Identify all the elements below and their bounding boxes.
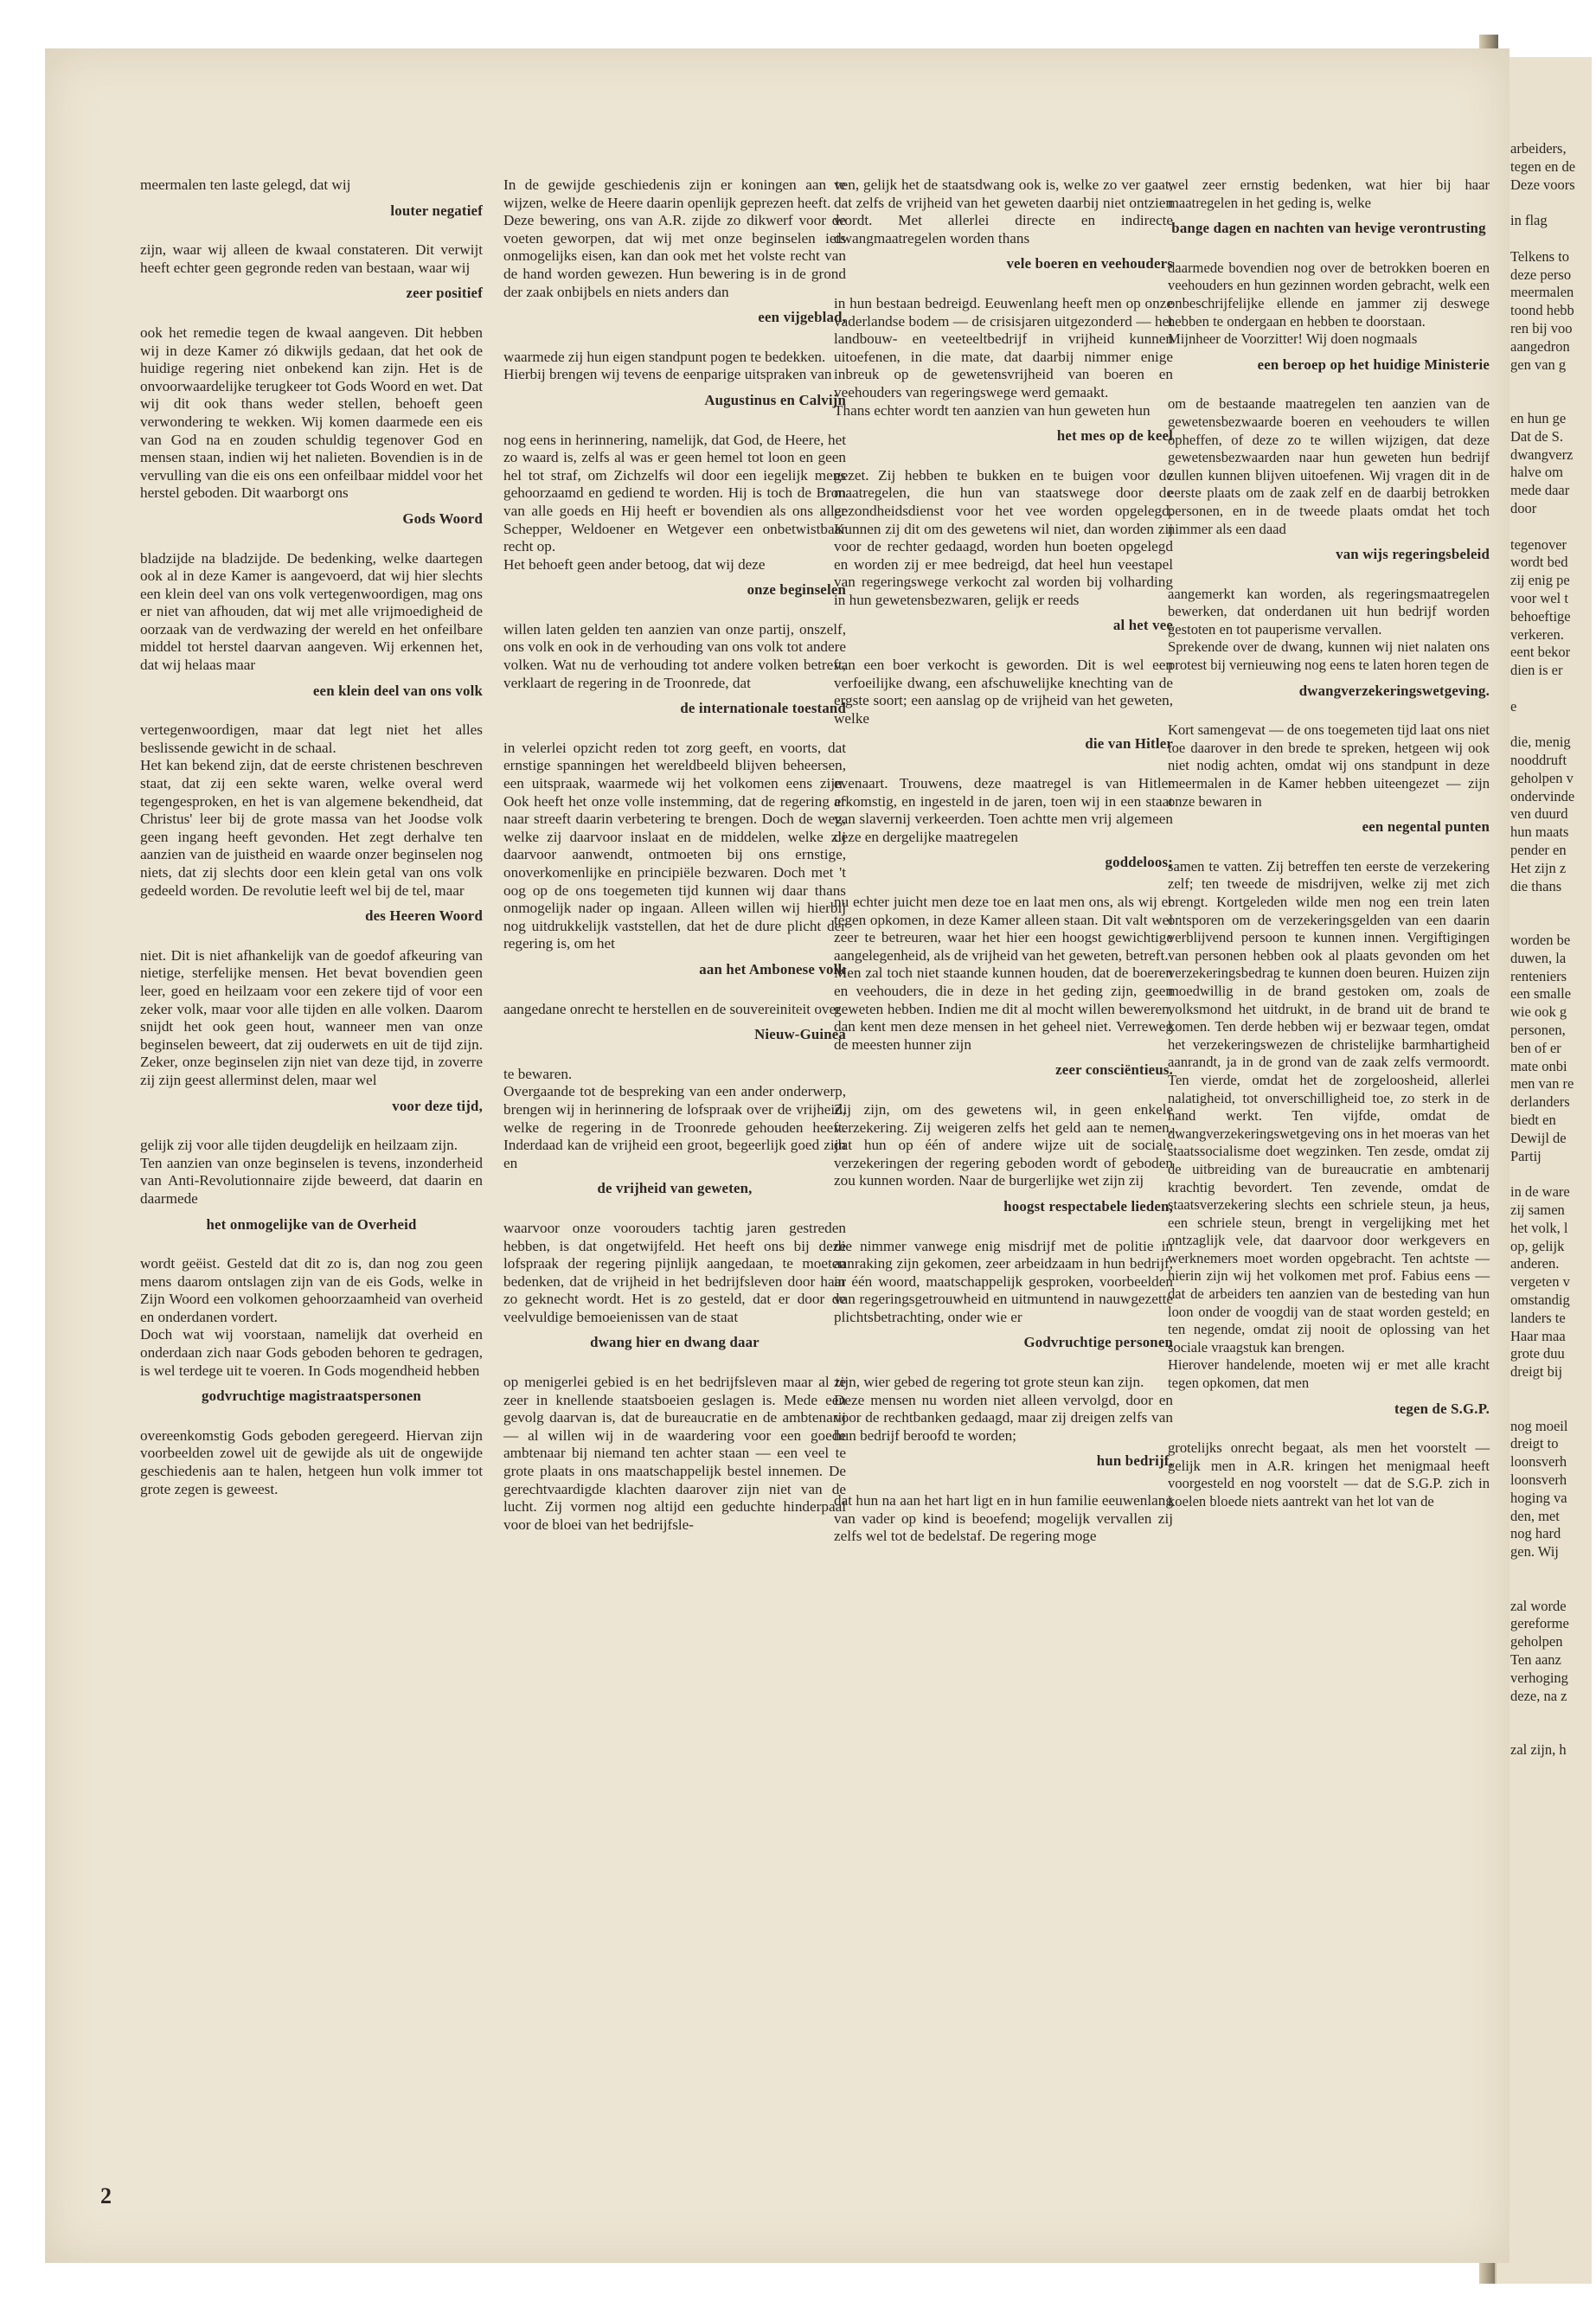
subheading: bange dagen en nachten van hevige verontrusting bbox=[1171, 220, 1486, 237]
fragment-line: mede daar bbox=[1510, 482, 1570, 499]
fragment-line bbox=[1510, 1165, 1592, 1183]
fragment-line: op, gelijk bbox=[1510, 1237, 1565, 1254]
fragment-line bbox=[1510, 230, 1592, 248]
subheading: Godvruchtige personen bbox=[1023, 1334, 1173, 1351]
paragraph: Hierbij brengen wij tevens de eenparige uitspraken van bbox=[503, 366, 832, 383]
fragment-line: biedt en bbox=[1510, 1112, 1556, 1129]
paragraph: Men zal toch niet staande kunnen houden, dat de boeren en veehouders, die in deze in het geding zijn, geen geweten hebben. Indien me dit al mocht willen beweren, dan kent men deze mensen in het geheel niet. Verreweg de meesten hunner zijn bbox=[834, 965, 1173, 1053]
subheading: Gods Woord bbox=[402, 510, 483, 527]
fragment-line: een smalle bbox=[1510, 985, 1572, 1003]
fragment-line: gen van g bbox=[1510, 356, 1567, 373]
fragment-line: Het zijn z bbox=[1510, 859, 1567, 876]
fragment-line: zal zijn, h bbox=[1510, 1740, 1567, 1758]
paragraph: vertegenwoordigen, maar dat legt niet het alles beslissende gewicht in de schaal. bbox=[140, 721, 483, 756]
fragment-line: halve om bbox=[1510, 464, 1563, 481]
text-column-1 bbox=[140, 176, 483, 1498]
fragment-line bbox=[1510, 1400, 1592, 1418]
fragment-line: duwen, la bbox=[1510, 949, 1567, 966]
subheading: dwang hier en dwang daar bbox=[590, 1334, 760, 1351]
subheading: des Heeren Woord bbox=[365, 907, 483, 925]
fragment-line: tegenover bbox=[1510, 535, 1567, 553]
fragment-line: zij samen bbox=[1510, 1202, 1565, 1219]
subheading: voor deze tijd, bbox=[392, 1097, 483, 1114]
fragment-line bbox=[1510, 1705, 1592, 1723]
fragment-line: eent bekor bbox=[1510, 644, 1571, 661]
fragment-line: die thans bbox=[1510, 877, 1562, 894]
fragment-line: gen. Wij bbox=[1510, 1543, 1559, 1561]
fragment-line: nog moeil bbox=[1510, 1417, 1568, 1434]
paragraph: nu echter juicht men deze toe en laat men ons, als wij er tegen opkomen, in deze Kamer alleen staan. Dit valt wel zeer te betreuren, waar het hier een hoogst gewichtige aangelegenheid, als de vrijheid van het geweten, betreft. bbox=[834, 894, 1173, 964]
subheading: van wijs regeringsbeleid bbox=[1336, 546, 1490, 563]
fragment-line: zij enig pe bbox=[1510, 572, 1570, 589]
paragraph: daarmede bovendien nog over de betrokken boeren en veehouders en hun gezinnen worden gebracht, welk een onbeschrijfelijke ellende en jammer zij deswege hebben te ondergaan en hebben te doorstaan. bbox=[1168, 259, 1490, 330]
fragment-line bbox=[1510, 194, 1592, 212]
fragment-line: het volk, l bbox=[1510, 1219, 1568, 1236]
fragment-line: ven duurd bbox=[1510, 805, 1568, 823]
fragment-line: in de ware bbox=[1510, 1183, 1570, 1201]
fragment-line: verhoging bbox=[1510, 1669, 1568, 1686]
fragment-line: hoging va bbox=[1510, 1489, 1567, 1506]
fragment-line: pender en bbox=[1510, 842, 1567, 859]
paragraph: Mijnheer de Voorzitter! Wij doen nogmaals bbox=[1168, 330, 1418, 348]
paragraph: Sprekende over de dwang, kunnen wij niet nalaten ons protest bij vernieuwing nog eens te laten horen tegen de bbox=[1168, 638, 1490, 674]
fragment-line: vergeten v bbox=[1510, 1273, 1570, 1291]
fragment-line: dreigt bij bbox=[1510, 1363, 1563, 1381]
paragraph: Deze mensen nu worden niet alleen vervolgd, door en voor de rechtbanken gedaagd, maar zij dreigen zelfs van hun bedrijf beroofd te worden; bbox=[834, 1391, 1173, 1444]
paragraph: dat hun na aan het hart ligt en in hun familie eeuwenlang van vader op kind is beoefend; mogelijk vervallen zij zelfs wel tot de bedelstaf. De regering moge bbox=[834, 1492, 1173, 1545]
fragment-line bbox=[1510, 895, 1592, 913]
paragraph: aangemerkt kan worden, als regeringsmaatregelen bewerken, dat onderdanen uit hun bedrijf worden gestoten en tot pauperisme vervallen. bbox=[1168, 585, 1490, 638]
fragment-line: wordt bed bbox=[1510, 554, 1568, 571]
paragraph: gezet. Zij hebben te bukken en te buigen voor de maatregelen, die hun van staatswege door de gezondheidsdienst voor het vee worden opgelegd. Kunnen zij dit om des gewetens wil niet, dan worden zij voor de rechter gedaagd, worden hun boeten opgelegd en worden zij er mee bedreigd, dat heel hun veestapel van regeringswege verkocht zal worden bij volharding in hun gewetensbezwaren, gelijk er reeds bbox=[834, 466, 1173, 608]
fragment-line: nog hard bbox=[1510, 1525, 1561, 1542]
paragraph: gelijk zij voor alle tijden deugdelijk en heilzaam zijn. bbox=[140, 1137, 458, 1154]
paragraph: In de gewijde geschiedenis zijn er koningen aan te wijzen, welke de Heere daarin openlijk geprezen heeft. bbox=[503, 176, 846, 211]
fragment-line: arbeiders, bbox=[1510, 140, 1567, 157]
paragraph: om de bestaande maatregelen ten aanzien van de gewetensbezwaarde boeren en veehouders te willen opheffen, of deze zo te willen wijzigen, dat deze gewetensbezwaarden naar hun geweten hun bedrijf zullen kunnen blijven uitoefenen. Wij vragen dit in de eerste plaats om de zaak zelf en de daarbij betrokken personen, en in de tweede plaats omdat het toch nimmer als een daad bbox=[1168, 395, 1490, 537]
fragment-line: e bbox=[1510, 697, 1517, 715]
fragment-line: ondervinde bbox=[1510, 787, 1575, 804]
paragraph: Hierover handelende, moeten wij er met alle kracht tegen opkomen, dat men bbox=[1168, 1356, 1490, 1392]
paragraph: op menigerlei gebied is en het bedrijfsleven maar al te zeer in knellende staatsboeien geslagen is. Mede een gevolg daarvan is, dat de bureaucratie en de ambtenarij — al willen wij in de waardering voor een goede ambtenaar bij niemand ten achter staan — een veel te grote plaats in ons maatschappelijk bestel innemen. De gerechtvaardigde klachten daarover zijn niet van de lucht. Zij vormen nog altijd een geduchte hinderpaal voor de bloei van het bedrijfsle- bbox=[503, 1374, 846, 1533]
fragment-line: gereforme bbox=[1510, 1615, 1569, 1632]
subheading: de internationale toestand bbox=[680, 700, 846, 717]
paragraph: wordt geëist. Gesteld dat dit zo is, dan nog zou geen mens daarom ontslagen zijn van de eis Gods, welke in Zijn Woord een volkomen gehoorzaamheid van overheid en onderdanen vordert. bbox=[140, 1255, 483, 1325]
fragment-line: aangedron bbox=[1510, 337, 1570, 355]
fragment-line: dreigt to bbox=[1510, 1435, 1559, 1452]
fragment-line: wie ook g bbox=[1510, 1003, 1567, 1021]
fragment-line: hun maats bbox=[1510, 824, 1569, 841]
fragment-line: geholpen bbox=[1510, 1633, 1563, 1650]
fragment-line: Haar maa bbox=[1510, 1327, 1566, 1344]
paragraph: niet. Dit is niet afhankelijk van de goedof afkeuring van nietige, sterfelijke mensen. Het bevat bovendien geen leer, goed en heilzaam voor een zekere tijd of voor een zeker volk, maar voor alle tijden en alle volken. Daarom snijdt het ook geen hout, wanneer men van onze beginselen beweert, dat zij ouderwets en uit de tijd zijn. Zeker, onze beginselen zijn niet van deze tijd, in zoverre zij zijn geest allerminst delen, maar wel bbox=[140, 946, 483, 1088]
fragment-line: derlanders bbox=[1510, 1093, 1570, 1111]
next-page-text-fragments bbox=[1510, 140, 1592, 1759]
subheading: godvruchtige magistraatspersonen bbox=[202, 1388, 421, 1405]
fragment-line: deze, na z bbox=[1510, 1687, 1567, 1704]
text-column-3 bbox=[834, 176, 1173, 1546]
subheading: onze beginselen bbox=[747, 581, 846, 599]
fragment-line: Ten aanz bbox=[1510, 1650, 1561, 1668]
paragraph: nog eens in herinnering, namelijk, dat God, de Heere, het zo waard is, zelfs al was er geen hemel tot loon en geen hel tot straf, om Zichzelfs wil door een iegelijk mens gehoorzaamd en gediend te worden. Hij is toch de Bron van alle goeds en Hij heeft er bovendien als ons aller Schepper, Weldoener en Wetgever een onbetwistbaar recht op. bbox=[503, 431, 846, 555]
subheading: aan het Ambonese volk bbox=[699, 960, 846, 977]
subheading: zeer consciëntieus. bbox=[1055, 1061, 1173, 1079]
fragment-line: den, met bbox=[1510, 1507, 1560, 1524]
fragment-line: tegen en de bbox=[1510, 157, 1576, 175]
paragraph: Deze bewering, ons van A.R. zijde zo dikwerf voor de voeten geworpen, dat wij met onze beginselen iets onmogelijks eisen, kan dan ook met het volste recht van de hand worden gewezen. Hun bewering is in de grond der zaak onbijbels en niets anders dan bbox=[503, 212, 846, 300]
subheading: Nieuw-Guinea bbox=[754, 1026, 846, 1043]
subheading: het mes op de keel bbox=[1056, 427, 1173, 445]
subheading: al het vee bbox=[1112, 617, 1173, 634]
fragment-line: verkeren. bbox=[1510, 625, 1564, 643]
fragment-line: worden be bbox=[1510, 932, 1571, 949]
subheading: dwangverzekeringswetgeving. bbox=[1298, 682, 1490, 699]
fragment-line: meermalen bbox=[1510, 284, 1574, 301]
fragment-line: Deze voors bbox=[1510, 176, 1575, 193]
subheading: hun bedrijf, bbox=[1096, 1452, 1173, 1470]
fragment-line: Dewijl de bbox=[1510, 1129, 1567, 1146]
subheading: een negental punten bbox=[1362, 818, 1490, 836]
fragment-line: Partij bbox=[1510, 1147, 1542, 1164]
fragment-line: omstandig bbox=[1510, 1292, 1570, 1308]
paragraph: aangedane onrecht te herstellen en de souvereiniteit over bbox=[503, 1000, 841, 1017]
fragment-line: landers te bbox=[1510, 1309, 1566, 1326]
fragment-line: dwangverz bbox=[1510, 445, 1574, 463]
paragraph: samen te vatten. Zij betreffen ten eerste de verzekering zelf; ten tweede de misdrijven, welke zij met zich brengt. Kortgeleden wilde men nog een trein laten ontsporen om de verzekeringsgelden van een daarin verblijvend persoon te kunnen innen. Vergiftigingen van personen hebben ook al plaats gevonden om het verzekeringsbedrag te kunnen doen beuren. Huizen zijn moedwillig in de brand gestoken om, zoals de volksmond het uitdrukt, in de brand uit de brand te komen. Ten derde hebben wij er bezwaar tegen, omdat het verzekeringswezen de christelijke barmhartigheid aanrandt, ja in de grond van de zaak zelfs vermoordt. Ten vierde, omdat het de zorgeloosheid, allerlei nalatigheid, tot onverschilligheid toe, zo sterk in de hand werkt. Ten vijfde, omdat de dwangverzekeringswetgeving ons in het moeras van het staatssocialisme doet wegzinken. Ten zesde, omdat zij de uitbreiding van de bureaucratie en ambtenarij krachtig bevordert. Ten zevende, omdat de staatsverzekering slechts een schriele steun, ja heus, een schriele steun, brengt in vergelijking met het ontzaglijk vele, dat daarvoor door werkgevers en werknemers moet worden opgebracht. Ten achtste — hierin zijn wij het volkomen met prof. Fabius eens — dat de arbeiders ten aanzien van de besteding van hun loon onder de voogdij van de staat worden gesteld; en ten negende, omdat zij nooit de oplossing van het sociale vraagstuk kan brengen. bbox=[1168, 857, 1490, 1356]
paragraph: meermalen ten laste gelegd, dat wij bbox=[140, 176, 351, 193]
fragment-line: door bbox=[1510, 499, 1537, 516]
fragment-line: loonsverh bbox=[1510, 1471, 1567, 1488]
paragraph: waarmede zij hun eigen standpunt pogen te bedekken. bbox=[503, 348, 826, 365]
subheading: louter negatief bbox=[390, 202, 483, 219]
fragment-line: ren bij voo bbox=[1510, 319, 1573, 336]
newspaper-page bbox=[45, 48, 1509, 2263]
subheading: tegen de S.G.P. bbox=[1394, 1400, 1490, 1417]
paragraph: Thans echter wordt ten aanzien van hun geweten hun bbox=[834, 401, 1151, 419]
fragment-line: renteniers bbox=[1510, 967, 1567, 984]
paragraph: willen laten gelden ten aanzien van onze partij, onszelf, ons volk en ook in de verhouding van ons volk tot andere volken. Wat nu de verhouding tot andere volken betreft, verklaart de regering in de Troonrede, dat bbox=[503, 620, 846, 691]
paragraph: overeenkomstig Gods geboden geregeerd. Hiervan zijn voorbeelden zowel uit de gewijde als uit de ongewijde geschiedenis aan te halen, hetgeen hun volk immer tot grote zegen is geweest. bbox=[140, 1426, 483, 1497]
fragment-line bbox=[1510, 680, 1592, 698]
subheading: vele boeren en veehouders bbox=[1006, 255, 1173, 272]
subheading: zeer positief bbox=[406, 285, 483, 302]
fragment-line: anderen. bbox=[1510, 1255, 1560, 1272]
fragment-line: in flag bbox=[1510, 212, 1548, 229]
fragment-line bbox=[1510, 716, 1592, 734]
paragraph: Ten aanzien van onze beginselen is tevens, inzonderheid van Anti-Revolutionnaire zijde beweerd, dat daarin en daarmede bbox=[140, 1154, 483, 1207]
paragraph: bladzijde na bladzijde. De bedenking, welke daartegen ook al in deze Kamer is aangevoerd, dat wij hier slechts een klein deel van ons volk vertegenwoordigen, mag ons er niet van afhouden, dat wij met alle vrijmoedigheid de oorzaak van de verdwazing der wereld en het onfeilbare middel tot herstel daarvan aangeven. Wij erkennen het, dat wij helaas maar bbox=[140, 549, 483, 674]
paragraph: van een boer verkocht is geworden. Dit is wel een verfoeilijke dwang, een afschuwelijke knechting van de ergste soort; een aanslag op de vrijheid van het geweten, welke bbox=[834, 657, 1173, 727]
fragment-line: die, menig bbox=[1510, 734, 1571, 751]
fragment-line: voor wel t bbox=[1510, 589, 1568, 606]
paragraph: in hun bestaan bedreigd. Eeuwenlang heeft men op onze vaderlandse bodem — de crisisjaren uitgezonderd — het landbouw- en veeteeltbedrijf in vrijheid kunnen uitoefenen, in die mate, dat daarbij nimmer enige inbreuk op de gewetensvrijheid van boeren en veehouders van regeringswege werd gemaakt. bbox=[834, 294, 1173, 401]
fragment-line: deze perso bbox=[1510, 266, 1572, 283]
fragment-line: Telkens to bbox=[1510, 247, 1570, 265]
fragment-line: en hun ge bbox=[1510, 409, 1567, 426]
text-column-2 bbox=[503, 176, 846, 1534]
subheading: een beroep op het huidige Ministerie bbox=[1257, 356, 1490, 373]
fragment-line: nooddruft bbox=[1510, 752, 1567, 769]
paragraph: evenaart. Trouwens, deze maatregel is van Hitler afkomstig, en ingesteld in de jaren, toen wij in een staat van slavernij verkeerden. Toen achtte men vrij algemeen deze en dergelijke maatregelen bbox=[834, 775, 1173, 845]
paragraph: Het behoeft geen ander betoog, dat wij deze bbox=[503, 555, 766, 573]
fragment-line: loonsverh bbox=[1510, 1453, 1567, 1471]
paragraph: ook het remedie tegen de kwaal aangeven. Dit hebben wij in deze Kamer zó dikwijls gedaan, dat het ook de huidige regering niet onbekend kan zijn. Het is de onvoorwaardelijke terugkeer tot Gods Woord en wet. Dat wij dit ook thans weder stellen, behoeft geen verwondering te wekken. Wij komen daarmede een eis van God na en zouden schuldig tegenover God en mensen staan, indien wij het nalieten. Bovendien is in de vervulling van die eis ons een onfeilbaar middel voor het herstel geboden. Dit waarborgt ons bbox=[140, 324, 483, 502]
subheading: een klein deel van ons volk bbox=[312, 682, 483, 699]
fragment-line bbox=[1510, 1723, 1592, 1741]
fragment-line bbox=[1510, 1381, 1592, 1400]
paragraph: ven, gelijk het de staatsdwang ook is, welke zo ver gaat, dat zelfs de vrijheid van het geweten daarbij niet ontzien wordt. Met allerlei directe en indirecte dwangmaatregelen worden thans bbox=[834, 176, 1173, 247]
paragraph: Doch wat wij voorstaan, namelijk dat overheid en onderdaan zich naar Gods geboden behoren te gedragen, is wel terdege uit te voeren. In Gods mogendheid hebben bbox=[140, 1326, 483, 1379]
fragment-line: personen, bbox=[1510, 1022, 1566, 1039]
page-number: 2 bbox=[100, 2183, 112, 2208]
fragment-line bbox=[1510, 1580, 1592, 1598]
subheading: een vijgeblad, bbox=[758, 309, 846, 326]
paragraph: te bewaren. bbox=[503, 1065, 573, 1082]
fragment-line bbox=[1510, 518, 1592, 536]
text-column-4 bbox=[1168, 176, 1490, 1511]
subheading: Augustinus en Calvijn bbox=[704, 391, 846, 408]
subheading: hoogst respectabele lieden, bbox=[1003, 1197, 1173, 1215]
fragment-line: dien is er bbox=[1510, 662, 1563, 679]
paragraph: die nimmer vanwege enig misdrijf met de politie in aanraking zijn gekomen, zeer arbeidzaam in hun bedrijf, in één woord, maatschappelijk gesproken, voorbeelden van regeringsgetrouwheid en uitmuntend in nauwgezette plichtsbetrachting, onder wie er bbox=[834, 1237, 1173, 1325]
paragraph: Kort samengevat — de ons toegemeten tijd laat ons niet toe daarover in den brede te spreken, hetgeen wij ook niet nodig achten, omdat wij ons standpunt in deze meermalen in de Kamer hebben uiteengezet — zijn onze bewaren in bbox=[1168, 721, 1490, 810]
subheading: het onmogelijke van de Overheid bbox=[206, 1215, 417, 1233]
paragraph: Het kan bekend zijn, dat de eerste christenen beschreven staat, dat zij een sekte waren, welke overal werd tegengesproken, en het is van algemene bekendheid, dat Christus' leer bij de grote massa van het Joodse volk geen ingang heeft gevonden. Het zegt derhalve ten aanzien van de juistheid en waarde onzer beginselen nog niets, dat zij slechts door een klein getal van ons volk gedeeld worden. De revolutie leeft wel bij de tel, maar bbox=[140, 757, 483, 899]
fragment-line bbox=[1510, 913, 1592, 932]
fragment-line: mate onbi bbox=[1510, 1057, 1567, 1074]
paragraph: in velerlei opzicht reden tot zorg geeft, en voorts, dat ernstige spanningen het wereldbeeld blijven beheersen, een uitspraak, waarmede wij het volkomen eens zijn. Ook heeft het onze volle instemming, dat de regering er naar streeft daarin verbetering te brengen. Doch de weg, welke zij daarvoor inslaat en de middelen, welke zij daarvoor aanwendt, ontmoeten bij ons ernstige, onoverkomenlijke en principiële bezwaren. Doch met 't oog op de ons toegemeten tijd kunnen wij daar thans onmogelijk nader op ingaan. Alleen willen wij hierbij nog uitdrukkelijk vaststellen, dat het de dure plicht der regering is, om het bbox=[503, 739, 846, 952]
paragraph: Zij zijn, om des gewetens wil, in geen enkele verzekering. Zij weigeren zelfs het geld aan te nemen, dat hun op één of andere wijze uit de sociale verzekeringen der regering geboden wordt of geboden zou kunnen worden. Naar de burgerlijke wet zijn zij bbox=[834, 1100, 1173, 1189]
paragraph: grotelijks onrecht begaat, als men het voorstelt — gelijk men in A.R. kringen het menigmaal heeft voorgesteld en nog voorstelt — dat de S.G.P. zich in koelen bloede niets aantrekt van het lot van de bbox=[1168, 1439, 1490, 1509]
fragment-line: zal worde bbox=[1510, 1597, 1567, 1614]
paragraph: wel zeer ernstig bedenken, wat hier bij haar maatregelen in het geding is, welke bbox=[1168, 176, 1490, 211]
fragment-line: toond hebb bbox=[1510, 302, 1574, 319]
fragment-line: behoeftige bbox=[1510, 607, 1571, 625]
fragment-line: Dat de S. bbox=[1510, 427, 1563, 445]
fragment-line: ben of er bbox=[1510, 1039, 1561, 1056]
subheading: die van Hitler bbox=[1085, 735, 1173, 753]
fragment-line: men van re bbox=[1510, 1075, 1574, 1093]
paragraph: waarvoor onze voorouders tachtig jaren gestreden hebben, is dat ongetwijfeld. Het heeft ons bij deze lofspraak der regering pijnlijk aangedaan, te moeten bedenken, dat de vrijheid in het bedrijfsleven door haar zo geknecht wordt. Het is zo gesteld, dat er door de veelvuldige bemoeienissen van de staat bbox=[503, 1219, 846, 1325]
fragment-line: grote duu bbox=[1510, 1345, 1565, 1362]
paragraph: Overgaande tot de bespreking van een ander onderwerp, brengen wij in herinnering de lofspraak over de vrijheid, welke de regering in de Troonrede gehouden heeft. Inderdaad kan de vrijheid een groot, begeerlijk goed zijn en bbox=[503, 1083, 846, 1171]
subheading: goddeloos; bbox=[1105, 854, 1173, 871]
fragment-line bbox=[1510, 392, 1592, 410]
paragraph: zijn, wier gebed de regering tot grote steun kan zijn. bbox=[834, 1374, 1144, 1391]
subheading: de vrijheid van geweten, bbox=[597, 1180, 753, 1197]
fragment-line: geholpen v bbox=[1510, 769, 1574, 786]
fragment-line bbox=[1510, 1561, 1592, 1580]
fragment-line bbox=[1510, 374, 1592, 392]
paragraph: zijn, waar wij alleen de kwaal constateren. Dit verwijt heeft echter geen gegronde reden van bestaan, waar wij bbox=[140, 241, 483, 276]
